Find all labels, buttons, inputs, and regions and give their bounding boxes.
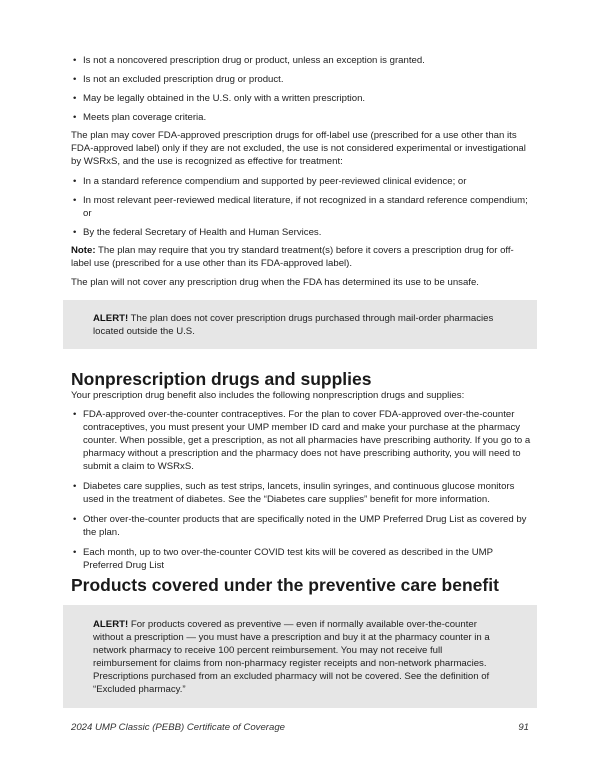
page-number: 91 (518, 722, 529, 733)
top-criteria-list (71, 54, 531, 124)
note-text: The plan may require that you try standard treatment(s) before it covers a prescription drug for off-label use (prescribed for a use other than its FDA-approved label). (71, 245, 514, 269)
list-item: • FDA-approved over-the-counter contraceptives. For the plan to cover FDA-approved over-the-counter contraceptives, you must present your UMP member ID card and make your purchase at the pharmacy counter. When possible, get a prescription, as not all pharmacies have prescribing authority. If you go to a pharmacy without a prescription and the pharmacy does not have prescribing authority, you will need to submit a claim to WSRxS. (71, 408, 531, 473)
alert-label: ALERT! (93, 313, 129, 324)
alert-label: ALERT! (93, 619, 129, 630)
alert-text (63, 312, 537, 338)
list-item: • Each month, up to two over-the-counter COVID test kits will be covered as described in the UMP Preferred Drug List (71, 546, 531, 572)
note-label: Note: (71, 245, 96, 256)
section-heading-nonprescription: Nonprescription drugs and supplies (71, 369, 372, 389)
list-item: • Meets plan coverage criteria. (71, 111, 531, 124)
list-item: • In most relevant peer-reviewed medical literature, if not recognized in a standard reference compendium; or (71, 194, 531, 220)
list-item: • By the federal Secretary of Health and Human Services. (71, 226, 531, 239)
note-paragraph (71, 244, 531, 270)
nonrx-intro: Your prescription drug benefit also includes the following nonprescription drugs and supplies: (71, 390, 465, 401)
alert-body: The plan does not cover prescription drugs purchased through mail-order pharmacies located outside the U.S. (93, 313, 494, 337)
footer-title: 2024 UMP Classic (PEBB) Certificate of Coverage (71, 722, 285, 733)
alert-body: For products covered as preventive — even if normally available over-the-counter without a prescription — you must have a prescription and buy it at the pharmacy counter in a network pharmacy to receive 100 percent reimbursement. You may not receive full reimbursement for claims from non-pharmacy register receipts and non-network pharmacies. Prescriptions purchased from an excluded pharmacy will not be covered. See the definition of “Excluded pharmacy.” (93, 619, 490, 695)
list-item: • Is not a noncovered prescription drug or product, unless an exception is granted. (71, 54, 531, 67)
alert-text (63, 618, 537, 696)
list-item: • In a standard reference compendium and supported by peer-reviewed clinical evidence; or (71, 175, 531, 188)
nonrx-list (71, 408, 531, 572)
offlabel-intro: The plan may cover FDA-approved prescription drugs for off-label use (prescribed for a use other than its FDA-approved label) only if they are not excluded, the use is not considered experimental or investigational by WSRxS, and the use is recognized as effective for treatment: (71, 130, 526, 167)
offlabel-criteria-list (71, 175, 531, 239)
section-heading-preventive: Products covered under the preventive care benefit (71, 575, 499, 595)
fda-unsafe-paragraph: The plan will not cover any prescription drug when the FDA has determined its use to be unsafe. (71, 277, 479, 288)
list-item: • May be legally obtained in the U.S. only with a written prescription. (71, 92, 531, 105)
alert-box-preventive (63, 605, 537, 708)
list-item: • Diabetes care supplies, such as test strips, lancets, insulin syringes, and continuous glucose monitors used in the treatment of diabetes. See the “Diabetes care supplies” benefit for more information. (71, 480, 531, 506)
list-item: • Is not an excluded prescription drug or product. (71, 73, 531, 86)
alert-box-mail-order (63, 300, 537, 349)
list-item: • Other over-the-counter products that are specifically noted in the UMP Preferred Drug List as covered by the plan. (71, 513, 531, 539)
